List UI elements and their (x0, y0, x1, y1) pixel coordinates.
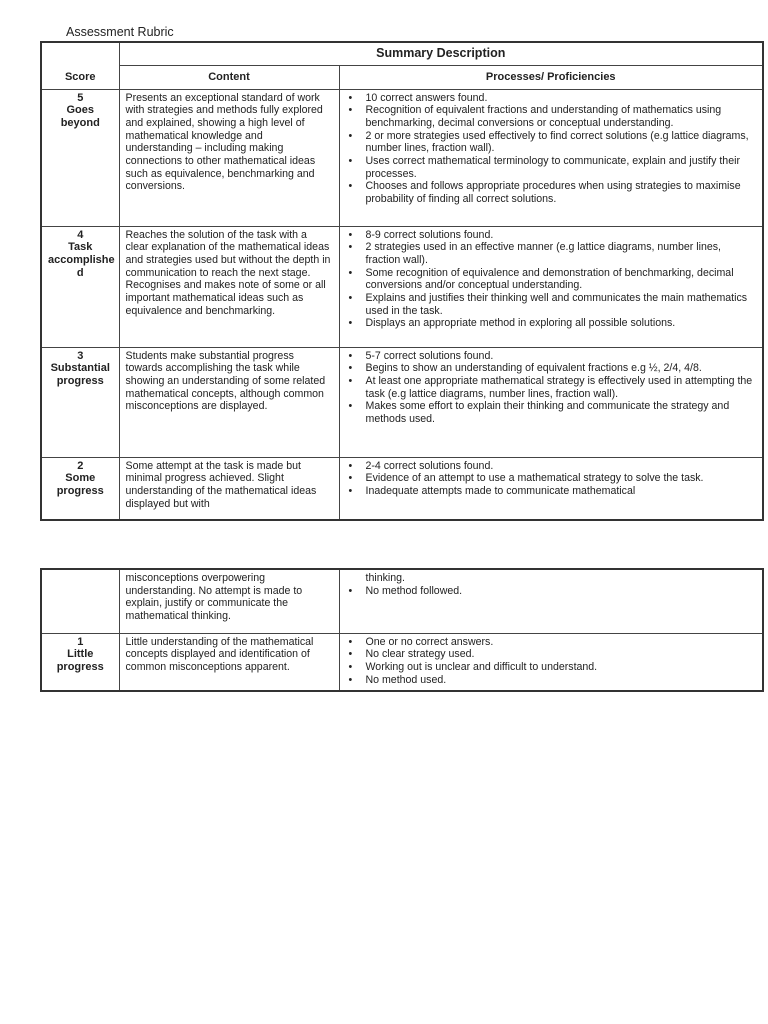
list-item: • Some recognition of equivalence and demonstration of benchmarking, decimal conversions and/or conceptual understanding. (366, 267, 757, 292)
table-row (41, 633, 763, 691)
content-header: Content (119, 65, 339, 89)
list-item: • Begins to show an understanding of equivalent fractions e.g ½, 2/4, 4/8. (366, 362, 757, 375)
summary-header: Summary Description (119, 42, 763, 65)
list-item: • 2 strategies used in an effective manner (e.g lattice diagrams, number lines, fraction wall). (366, 241, 757, 266)
score-number: 4 (77, 228, 84, 241)
rubric-table (40, 41, 764, 521)
list-item: • 2-4 correct solutions found. (366, 460, 757, 473)
list-item: • 2 or more strategies used effectively to find correct solutions (e.g lattice diagrams, number lines, fraction wall). (366, 130, 757, 155)
score-cell (41, 457, 119, 520)
list-item: • 10 correct answers found. (366, 92, 757, 105)
list-item: • 5-7 correct solutions found. (366, 350, 757, 363)
score-cell (41, 89, 119, 226)
list-item-continued: thinking. (365, 572, 405, 584)
processes-cell (339, 89, 763, 226)
list-item: • Makes some effort to explain their thinking and communicate the strategy and methods used. (366, 400, 757, 425)
score-number: 2 (77, 459, 84, 472)
score-cell (41, 569, 119, 633)
content-cell: misconceptions overpowering understanding. No attempt is made to explain, justify or communicate the mathematical thinking. (119, 569, 339, 633)
rubric-table-continued (40, 568, 764, 692)
list-item: • Evidence of an attempt to use a mathematical strategy to solve the task. (366, 472, 757, 485)
list-item: • One or no correct answers. (366, 636, 757, 649)
processes-cell (339, 569, 763, 633)
score-cell (41, 226, 119, 347)
processes-cell (339, 633, 763, 691)
list-item: • Inadequate attempts made to communicate mathematical (366, 485, 757, 498)
content-cell: Some attempt at the task is made but minimal progress achieved. Slight understanding of the mathematical ideas displayed but with (119, 457, 339, 520)
score-number: 5 (77, 91, 84, 104)
table-row (41, 226, 763, 347)
score-header: Score (41, 42, 119, 89)
content-cell: Reaches the solution of the task with a clear explanation of the mathematical ideas and strategies used but without the depth in communication to reach the next stage. Recognises and makes note of some or all important mathematical ideas such as equivalence and benchmarking. (119, 226, 339, 347)
score-number: 1 (77, 635, 84, 648)
content-cell: Little understanding of the mathematical concepts displayed and identification of common misconceptions apparent. (119, 633, 339, 691)
processes-cell (339, 347, 763, 457)
score-level: Some progress (56, 472, 104, 497)
list-item: • No method used. (366, 674, 757, 687)
list-item: • At least one appropriate mathematical strategy is effectively used in attempting the task (e.g lattice diagrams, number lines, fraction wall). (366, 375, 757, 400)
processes-cell (339, 457, 763, 520)
list-item: • No clear strategy used. (366, 648, 757, 661)
list-item: • Uses correct mathematical terminology to communicate, explain and justify their processes. (366, 155, 757, 180)
score-cell (41, 347, 119, 457)
score-level: Task accomplishe d (48, 241, 115, 279)
content-cell: Presents an exceptional standard of work with strategies and methods fully explored and explained, showing a high level of mathematical knowledge and understanding – including making connections to other mathematical ideas such as equivalence, benchmarking and conversions. (119, 89, 339, 226)
document-title: Assessment Rubric (66, 25, 174, 39)
list-item: • Chooses and follows appropriate procedures when using strategies to maximise probability of finding all correct solutions. (366, 180, 757, 205)
list-item: • Explains and justifies their thinking well and communicates the main mathematics used in the task. (366, 292, 757, 317)
score-level: Substantial progress (50, 362, 110, 387)
list-item: • Working out is unclear and difficult to understand. (366, 661, 757, 674)
processes-cell (339, 226, 763, 347)
list-item: • No method followed. (366, 585, 757, 598)
score-level: Little progress (56, 648, 104, 673)
list-item: • Recognition of equivalent fractions and understanding of mathematics using benchmarking, decimal conversions or conceptual understanding. (366, 104, 757, 129)
table-row (41, 569, 763, 633)
score-level: Goes beyond (60, 104, 100, 129)
content-cell: Students make substantial progress towards accomplishing the task while showing an understanding of some related mathematical concepts, although common misconceptions are displayed. (119, 347, 339, 457)
processes-header: Processes/ Proficiencies (339, 65, 763, 89)
table-row (41, 89, 763, 226)
table-row (41, 347, 763, 457)
score-cell (41, 633, 119, 691)
list-item: • 8-9 correct solutions found. (366, 229, 757, 242)
table-row (41, 457, 763, 520)
score-number: 3 (77, 349, 84, 362)
list-item: • Displays an appropriate method in exploring all possible solutions. (366, 317, 757, 330)
